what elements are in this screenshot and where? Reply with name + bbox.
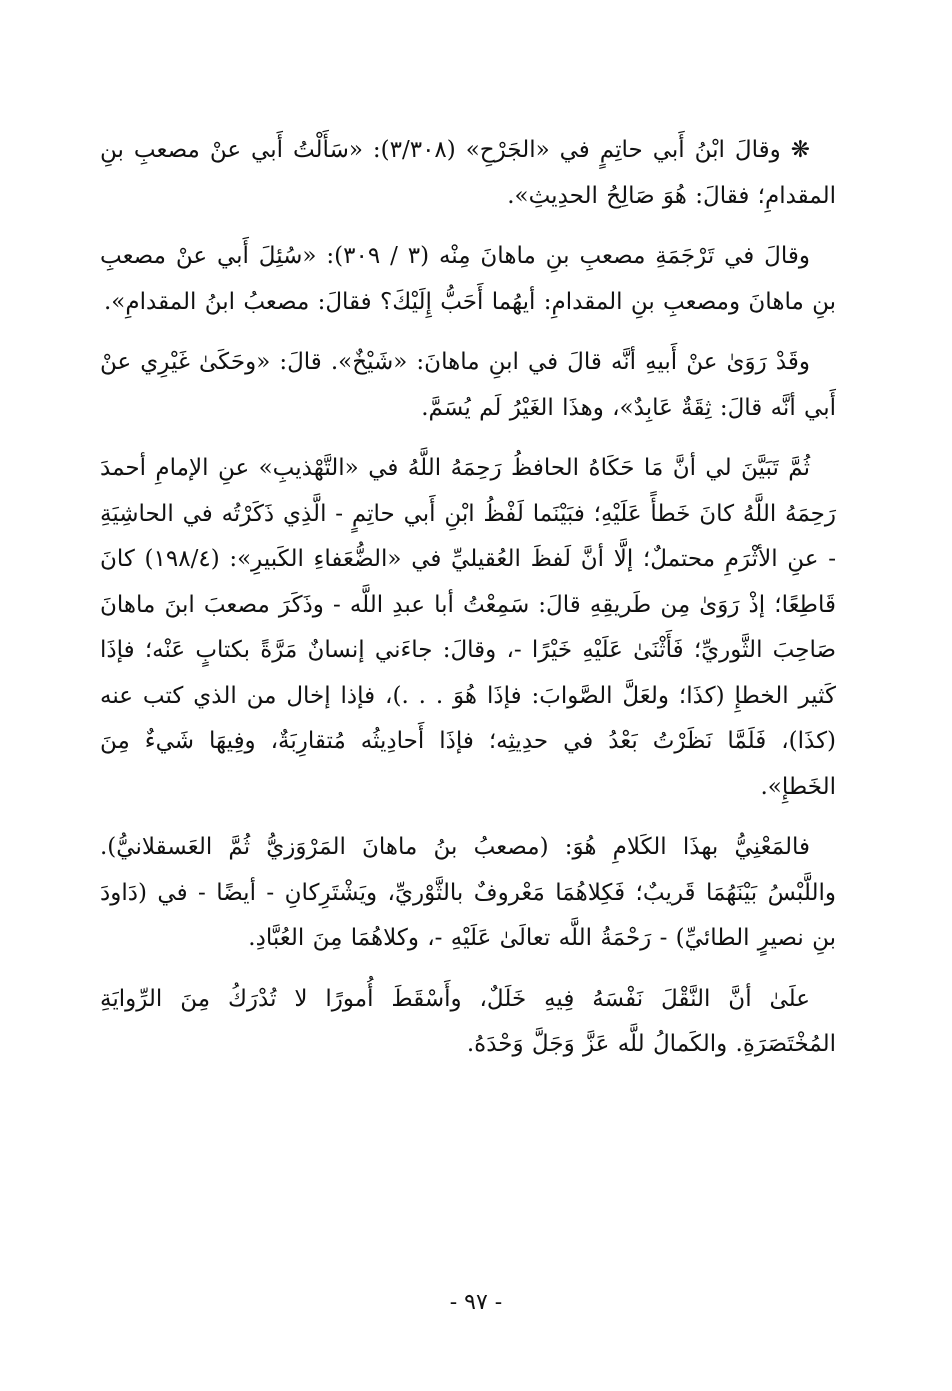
paragraph-2: وقالَ في تَرْجَمَةِ مصعبِ بنِ ماهانَ مِنْه (٣ / ٣٠٩): «سُئِلَ أَبي عنْ مصعبِ بنِ ماهانَ ومصعبِ بنِ المقدامِ: أيهُما أَحَبُّ إِلَيْكَ؟ فقالَ: مصعبُ ابنُ المقدامِ». [100,243,836,315]
page-number: - ٩٧ - [449,1290,503,1315]
paragraph-1: ❋ وقالَ ابْنُ أَبي حاتِمٍ في «الجَرْحِ» (٣/٣٠٨): «سَأَلْتُ أَبي عنْ مصعبِ بنِ المقدامِ؛ فقالَ: هُوَ صَالِحُ الحدِيثِ». [100,137,836,209]
page-body [100,128,836,1083]
paragraph-3: وقَدْ رَوَىٰ عنْ أَبيهِ أنَّه قالَ في ابنِ ماهانَ: «شَيْخٌ». قالَ: «وحَكَىٰ غَيْرِي عنْ أَبي أنَّه قالَ: ثِقَةٌ عَابِدٌ»، وهذَا الغَيْرُ لَم يُسَمَّ. [100,349,836,421]
paragraph-6: علَىٰ أنَّ النَّقْلَ نَفْسَهُ فِيهِ خَلَلٌ، وأَسْقَطَ أُمورًا لا تُدْرَكُ مِنَ الرِّوايَةِ المُخْتَصَرَةِ. والكَمالُ للَّه عَزَّ وَجَلَّ وَحْدَهُ. [100,985,836,1057]
paragraph-4: ثُمَّ تَبَيَّنَ لي أنَّ مَا حَكَاهُ الحافظُ رَحِمَهُ اللَّهُ في «التَّهْذيبِ» عنِ الإمامِ أحمدَ رَحِمَهُ اللَّهُ كانَ خَطأً عَلَيْهِ؛ فبَيْنَما لَفْظُ ابْنِ أَبي حاتِمٍ - الَّذِي ذَكَرْتُه في الحاشِيَةِ - عنِ الأثْرَمِ محتملٌ؛ إلَّا أنَّ لَفظَ العُقيليِّ في «الضُّعَفاءِ الكَبيرِ»: (١٩٨/٤) كانَ قَاطِعًا؛ إذْ رَوَىٰ مِن طَريقِهِ قالَ: سَمِعْتُ أبا عبدِ اللَّه - وذَكَرَ مصعبَ ابنَ ماهانَ صَاحِبَ الثَّوريِّ؛ فَأَثْنَىٰ عَلَيْهِ خَيْرًا -، وقالَ: جاءَني إنسانٌ مَرَّةً بكتابٍ عَنْه؛ فإذَا كَثير الخطإِ (كذَا؛ ولعَلَّ الصَّوابَ: فإذَا هُوَ . . .)، فإذا إخال من الذي كتب عنه (كذَا)، فَلَمَّا نَظَرْتُ بَعْدُ في حدِيثِه؛ فإذَا أَحادِيثُه مُتقارِبَةٌ، وفِيهَا شَيءٌ مِنَ الخَطإِ». [100,455,836,800]
paragraph-5: فالمَعْنِيُّ بهذَا الكَلامِ هُوَ: (مصعبُ بنُ ماهانَ المَرْوَزيُّ ثُمَّ العَسقلانيُّ). واللَّبْسُ بَيْنَهُمَا قَريبٌ؛ فَكِلاهُمَا مَعْروفٌ بالثَّوْريِّ، ويَشْتَرِكانِ - أيضًا - في (دَاودَ بنِ نصيرٍ الطائيِّ) - رَحْمَةُ اللَّه تعالَىٰ عَلَيْهِ -، وكلاهُمَا مِنَ العُبَّادِ. [100,834,836,951]
